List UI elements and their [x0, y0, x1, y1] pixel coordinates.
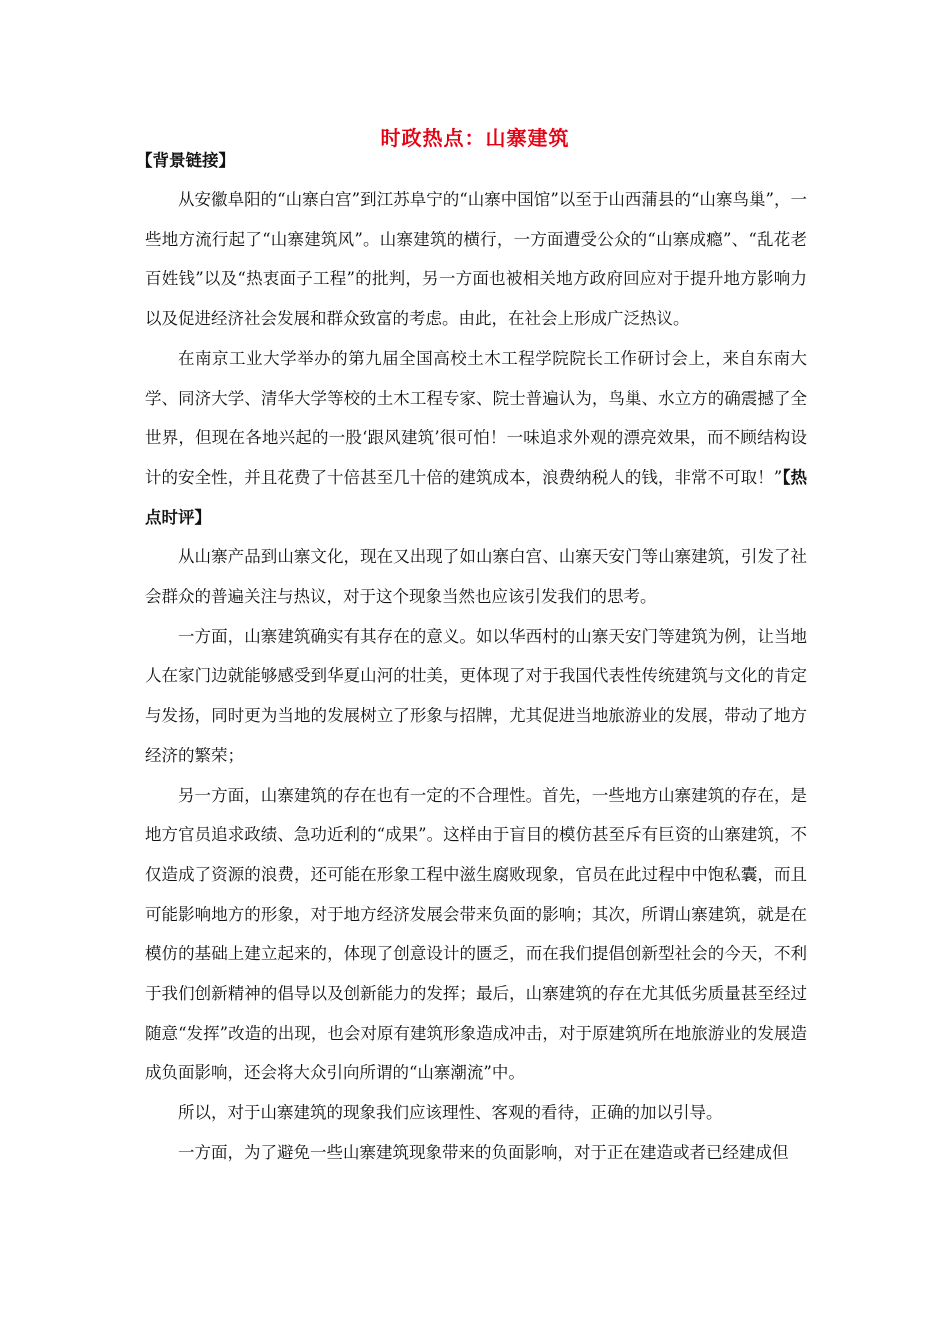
paragraph-commentary-4: 所以，对于山寨建筑的现象我们应该理性、客观的看待，正确的加以引导。 [178, 1103, 723, 1123]
document-body [136, 148, 808, 1173]
section-heading-commentary: 【热点时评】 [145, 467, 808, 527]
paragraph-background-2 [145, 339, 807, 538]
section-heading-background: 【背景链接】 [136, 151, 235, 170]
paragraph-background-2-text: 在南京工业大学举办的第九届全国高校土木工程学院院长工作研讨会上，来自东南大学、同济大学、清华大学等校的土木工程专家、院士普遍认为，鸟巢、水立方的确震撼了全世界，但现在各地兴起的一股‘跟风建筑’很可怕！一味追求外观的漂亮效果，而不顾结构设计的安全性，并且花费了十倍甚至几十倍的建筑成本，浪费纳税人的钱，非常不可取！” [145, 348, 807, 487]
paragraph-commentary-1: 从山寨产品到山寨文化，现在又出现了如山寨白宫、山寨天安门等山寨建筑，引发了社会群众的普遍关注与热议，对于这个现象当然也应该引发我们的思考。 [145, 547, 807, 607]
paragraph-background-1: 从安徽阜阳的“山寨白宫”到江苏阜宁的“山寨中国馆”以至于山西蒲县的“山寨鸟巢”，一些地方流行起了“山寨建筑风”。山寨建筑的横行，一方面遭受公众的“山寨成瘾”、“乱花老百姓钱”以及“热衷面子工程”的批判，另一方面也被相关地方政府回应对于提升地方影响力以及促进经济社会发展和群众致富的考虑。由此，在社会上形成广泛热议。 [145, 190, 807, 329]
document-title: 时政热点：山寨建筑 [380, 126, 570, 150]
paragraph-commentary-5: 一方面，为了避免一些山寨建筑现象带来的负面影响，对于正在建造或者已经建成但 [178, 1142, 789, 1162]
paragraph-commentary-3: 另一方面，山寨建筑的存在也有一定的不合理性。首先，一些地方山寨建筑的存在，是地方官员追求政绩、急功近利的“成果”。这样由于盲目的模仿甚至斥有巨资的山寨建筑，不仅造成了资源的浪费，还可能在形象工程中滋生腐败现象，官员在此过程中中饱私囊，而且可能影响地方的形象，对于地方经济发展会带来负面的影响；其次，所谓山寨建筑，就是在模仿的基础上建立起来的，体现了创意设计的匮乏，而在我们提倡创新型社会的今天，不利于我们创新精神的倡导以及创新能力的发挥；最后，山寨建筑的存在尤其低劣质量甚至经过随意“发挥”改造的出现，也会对原有建筑形象造成冲击，对于原建筑所在地旅游业的发展造成负面影响，还会将大众引向所谓的“山寨潮流”中。 [145, 785, 807, 1083]
paragraph-commentary-2: 一方面，山寨建筑确实有其存在的意义。如以华西村的山寨天安门等建筑为例，让当地人在家门边就能够感受到华夏山河的壮美，更体现了对于我国代表性传统建筑与文化的肯定与发扬，同时更为当地的发展树立了形象与招牌，尤其促进当地旅游业的发展，带动了地方经济的繁荣； [145, 626, 807, 765]
